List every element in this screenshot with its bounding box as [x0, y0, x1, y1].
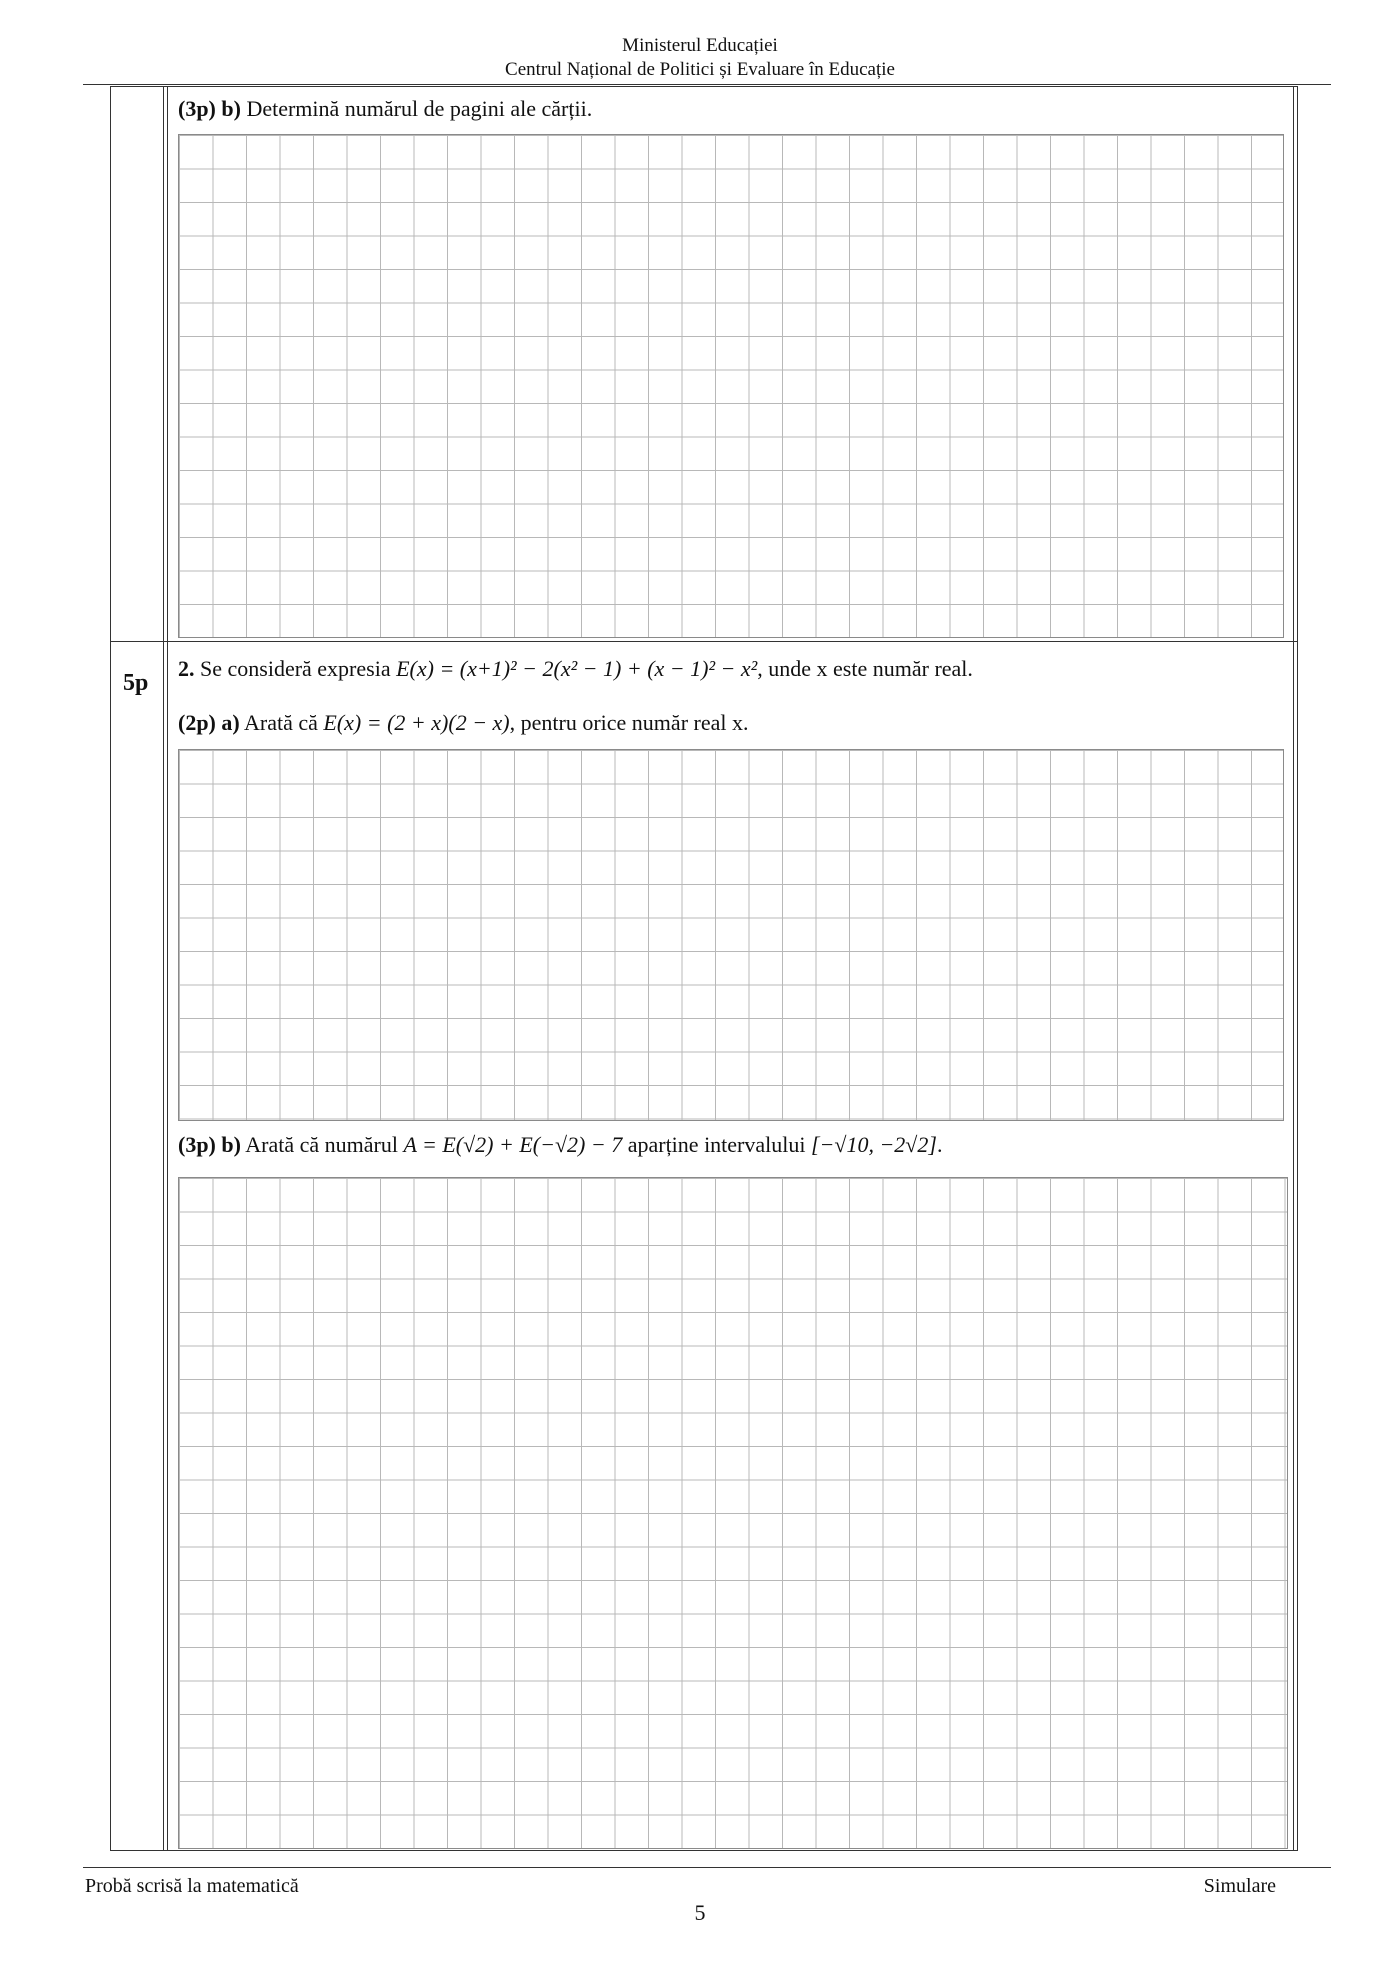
answer-grid-2a[interactable] — [178, 749, 1284, 1121]
problem-2-expression: E(x) = (x+1)² − 2(x² − 1) + (x − 1)² − x² — [396, 656, 758, 681]
answer-grid-1b[interactable] — [178, 134, 1284, 638]
problem-2a-text — [178, 710, 748, 736]
page-number: 5 — [694, 1900, 706, 1925]
header-center: Centrul Național de Politici și Evaluare în Educație — [505, 59, 895, 80]
problem-2b-question: Arată că numărul — [245, 1132, 398, 1157]
footer-rule — [83, 1867, 1331, 1868]
row-divider — [110, 641, 1298, 642]
problem-2b-points: (3p) — [178, 1132, 216, 1157]
problem-2-prefix: 2. Se consideră expresia — [178, 656, 391, 681]
problem-2a-points: (2p) — [178, 710, 216, 735]
problem-1b-letter: b) — [221, 96, 241, 121]
problem-2a-suffix: , pentru orice număr real x. — [509, 710, 749, 735]
problem-1b-text — [178, 96, 592, 122]
footer-right: Simulare — [1203, 1875, 1276, 1897]
score-column-divider-inner — [167, 86, 168, 1851]
problem-2b-interval: [−√10, −2√2] — [810, 1132, 937, 1157]
problem-2b-mid: aparține intervalului — [627, 1132, 806, 1157]
problem-2b-expression: A = E(√2) + E(−√2) − 7 — [403, 1132, 623, 1157]
problem-1b-question: Determină numărul de pagini ale cărții. — [246, 96, 593, 121]
header-rule — [83, 84, 1331, 85]
problem-2a-question: Arată că — [244, 710, 318, 735]
right-inner-border — [1293, 86, 1294, 1851]
problem-2-score: 5p — [123, 670, 149, 696]
footer-left: Probă scrisă la matematică — [85, 1875, 299, 1897]
score-column-divider — [163, 86, 164, 1851]
problem-2b-letter: b) — [221, 1132, 241, 1157]
answer-grid-2b[interactable] — [178, 1177, 1288, 1849]
problem-1b-points: (3p) — [178, 96, 216, 121]
problem-2a-letter: a) — [221, 710, 240, 735]
problem-2-suffix: , unde x este număr real. — [757, 656, 973, 681]
problem-2b-text — [178, 1132, 942, 1158]
problem-2b-end: . — [936, 1132, 943, 1157]
header-ministry: Ministerul Educației — [622, 35, 778, 56]
problem-2-statement — [178, 656, 973, 682]
problem-2a-expression: E(x) = (2 + x)(2 − x) — [323, 710, 510, 735]
